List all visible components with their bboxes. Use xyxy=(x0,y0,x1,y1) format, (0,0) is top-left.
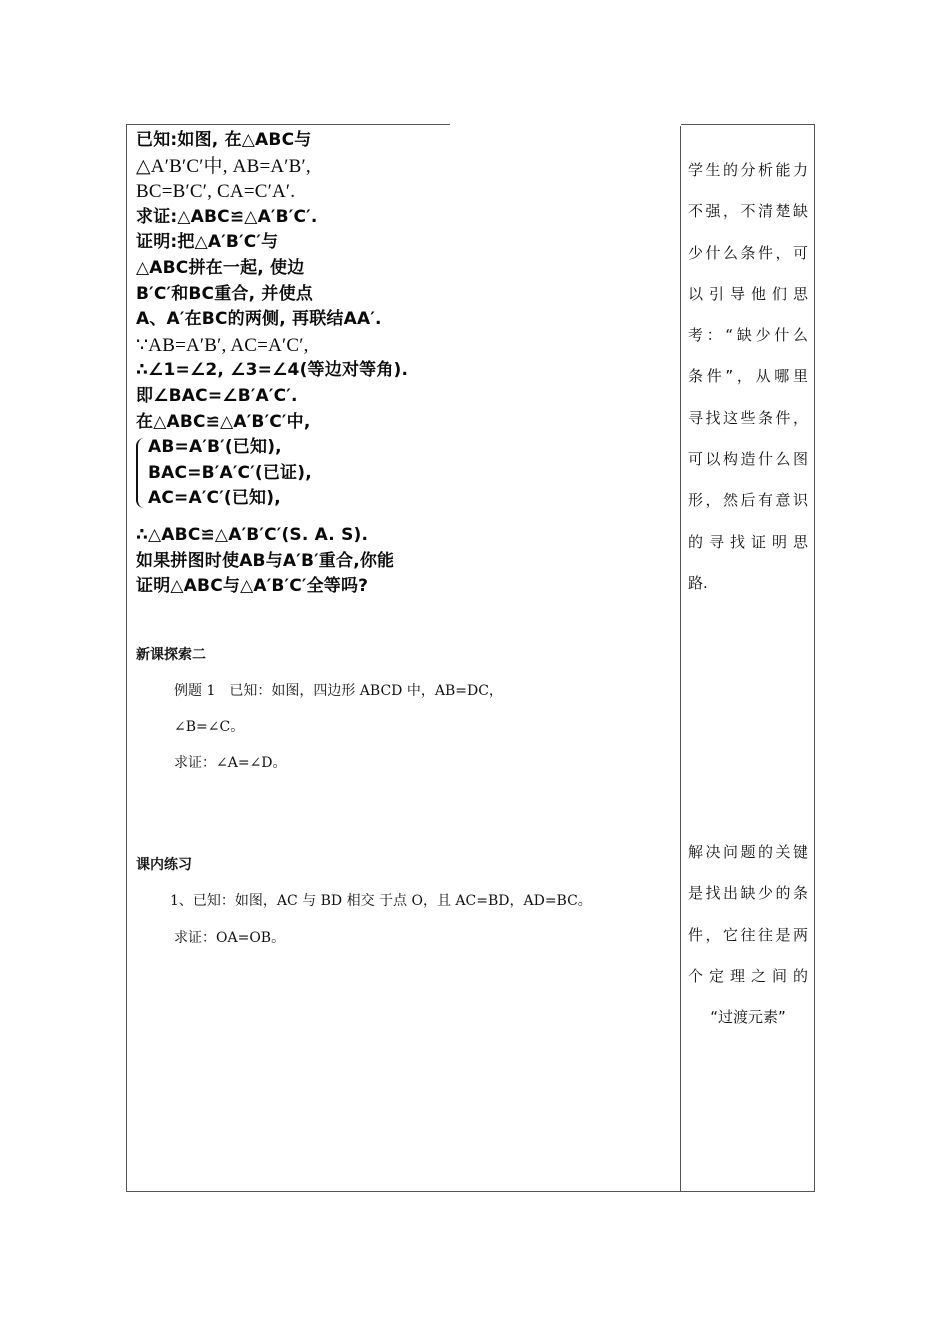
proof-line: AB=A′B′(已知), xyxy=(148,437,282,458)
teaching-note-2 xyxy=(688,832,808,1038)
note-line: 学生的分析能力 xyxy=(688,161,808,179)
column-divider xyxy=(680,124,681,1192)
proof-line: 证明:把△A′B′C′与 xyxy=(136,232,279,253)
example-statement: 例题 1 已知：如图，四边形 ABCD 中，AB=DC， xyxy=(174,683,503,699)
note-line: 以引导他们思 xyxy=(688,284,808,303)
note-line: 件，它往往是两 xyxy=(688,925,808,944)
proof-line: 如果拼图时使AB与A′B′重合,你能 xyxy=(136,550,395,571)
proof-line: AC=A′C′(已知), xyxy=(148,488,281,509)
note-line: 解决问题的关键 xyxy=(688,843,808,861)
proof-line: A、A′在BC的两侧, 再联结AA′. xyxy=(136,309,382,330)
proof-line: ∴△ABC≌△A′B′C′(S. A. S). xyxy=(136,524,369,545)
proof-line: 即∠BAC=∠B′A′C′. xyxy=(136,385,298,406)
section-heading-practice: 课内练习 xyxy=(136,857,192,873)
proof-line: △ABC拼在一起, 使边 xyxy=(136,257,305,278)
note-line: 少什么条件，可 xyxy=(688,243,808,262)
proof-brace-group xyxy=(136,435,456,512)
note-line: 个定理之间的 xyxy=(688,966,808,985)
proof-line: 已知:如图, 在△ABC与 xyxy=(136,130,312,150)
left-brace-icon xyxy=(136,438,146,508)
proof-line: BAC=B′A′C′(已证), xyxy=(148,462,312,483)
proof-line: BC=B′C′, CA=C′A′. xyxy=(136,181,296,203)
teaching-note-1 xyxy=(688,150,808,604)
proof-image xyxy=(136,128,456,600)
note-line: “过渡元素” xyxy=(710,1008,786,1027)
exercise-prove: 求证：OA=OB。 xyxy=(174,930,286,946)
note-line: 是找出缺少的条 xyxy=(688,884,808,903)
proof-line: ∴∠1=∠2, ∠3=∠4(等边对等角). xyxy=(136,360,409,381)
note-line: 的寻找证明思 xyxy=(688,532,808,551)
note-line: 条件”，从哪里 xyxy=(688,367,808,386)
note-line: 路. xyxy=(688,573,708,592)
proof-line: 证明△ABC与△A′B′C′全等吗? xyxy=(136,576,369,597)
proof-line: ∵AB=A′B′, AC=A′C′, xyxy=(136,334,309,356)
example-condition: ∠B=∠C。 xyxy=(174,719,245,735)
note-line: 形，然后有意识 xyxy=(688,491,808,510)
note-line: 不强，不清楚缺 xyxy=(688,202,808,221)
proof-line: B′C′和BC重合, 并使点 xyxy=(136,283,314,304)
note-line: 考：“缺少什么 xyxy=(688,326,808,345)
proof-line: 求证:△ABC≌△A′B′C′. xyxy=(136,206,318,227)
note-line: 可以构造什么图 xyxy=(688,450,808,469)
exercise-statement: 1、已知：如图，AC 与 BD 相交 于点 O，且 AC=BD，AD=BC。 xyxy=(170,893,592,909)
proof-line: 在△ABC≌△A′B′C′中, xyxy=(136,411,311,432)
note-line: 寻找这些条件， xyxy=(688,408,808,427)
table-top-gap xyxy=(450,123,681,126)
section-heading-new-lesson-2: 新课探索二 xyxy=(136,647,206,663)
example-prove: 求证：∠A=∠D。 xyxy=(174,755,287,771)
proof-line: △A′B′C′中, AB=A′B′, xyxy=(136,155,311,177)
